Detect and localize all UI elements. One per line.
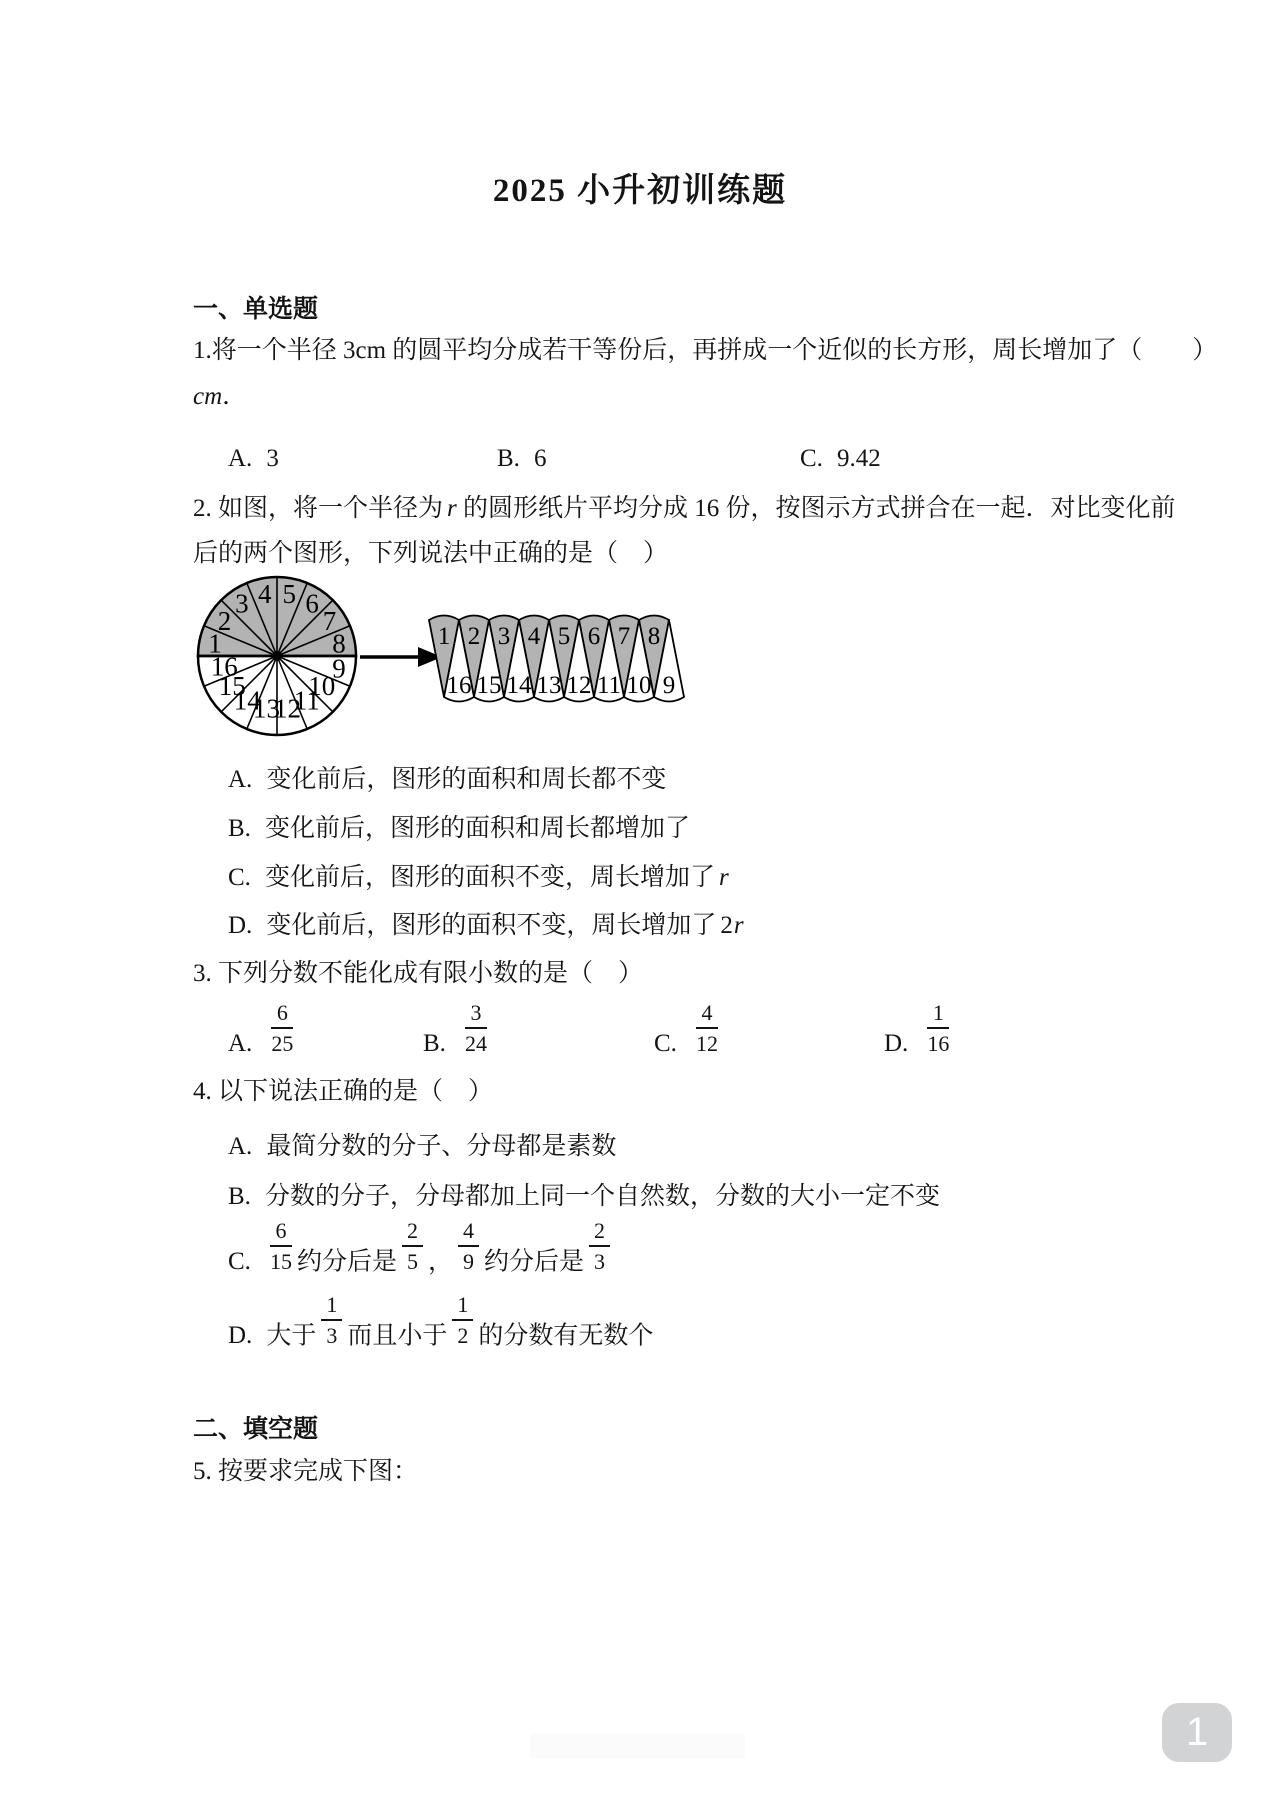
svg-text:8: 8 xyxy=(332,628,346,659)
section-2-heading: 二、填空题 xyxy=(193,1415,319,1443)
q2-option-d: D. 变化前后，图形的面积不变，周长增加了 2r xyxy=(228,912,744,939)
svg-text:16: 16 xyxy=(210,651,238,682)
fraction: $\frac{1}{3}$ xyxy=(321,1292,342,1349)
q4-option-b: B. 分数的分子，分母都加上同一个自然数，分数的大小一定不变 xyxy=(228,1183,940,1210)
q3-option-a: A. $\frac{6}{25}$ xyxy=(228,1000,294,1058)
q2-text-line2: 后的两个图形，下列说法中正确的是（ ） xyxy=(193,540,669,567)
q4-text: 4. 以下说法正确的是（ ） xyxy=(193,1078,494,1105)
svg-text:3: 3 xyxy=(235,588,249,619)
page-title: 2025 小升初训练题 xyxy=(492,173,788,209)
q2-option-c: C. 变化前后，图形的面积不变，周长增加了 r xyxy=(228,864,729,891)
fraction: $\frac{6}{15}$ xyxy=(269,1218,292,1275)
fraction: $\frac{2}{5}$ xyxy=(402,1218,423,1275)
fraction: $\frac{1}{16}$ xyxy=(927,1000,950,1057)
q1-unit-italic: cm xyxy=(193,383,223,410)
q2-text-line1: 2. 如图，将一个半径为 r 的圆形纸片平均分成 16 份，按图示方式拼合在一起．对比变化前 xyxy=(193,495,1176,522)
svg-text:6: 6 xyxy=(587,623,601,650)
q3-text: 3. 下列分数不能化成有限小数的是（ ） xyxy=(193,960,644,987)
fraction: $\frac{2}{3}$ xyxy=(589,1218,610,1275)
q1-unit-period: ． xyxy=(222,383,248,410)
q1-unit-line xyxy=(193,383,247,412)
fraction: $\frac{3}{24}$ xyxy=(464,1000,487,1057)
q5-text: 5. 按要求完成下图： xyxy=(193,1458,419,1485)
svg-text:14: 14 xyxy=(506,672,532,699)
svg-text:5: 5 xyxy=(557,623,571,650)
svg-text:7: 7 xyxy=(322,605,337,636)
page-number-badge: 1 xyxy=(1162,1703,1232,1762)
q2-radius-variable: r xyxy=(447,495,457,522)
q1-option-a: A. 3 xyxy=(228,445,279,472)
svg-text:5: 5 xyxy=(282,579,297,609)
fraction: $\frac{4}{12}$ xyxy=(695,1000,718,1057)
q4-option-c: C. $\frac{6}{15}$ 约分后是 $\frac{2}{5}$ ， $\frac{4}{9}$ 约分后是 $\frac{2}{3}$ xyxy=(228,1218,615,1277)
q2-option-b: B. 变化前后，图形的面积和周长都增加了 xyxy=(228,815,690,842)
section-1-heading: 一、单选题 xyxy=(193,295,319,323)
q3-options xyxy=(228,1000,1148,1060)
q1-text: 1.将一个半径 3cm 的圆平均分成若干等份后，再拼成一个近似的长方形，周长增加了（ ） xyxy=(193,337,1218,364)
svg-text:16: 16 xyxy=(446,672,472,699)
svg-text:3: 3 xyxy=(497,623,511,650)
svg-text:4: 4 xyxy=(527,623,541,650)
q3-option-b: B. $\frac{3}{24}$ xyxy=(423,1000,487,1058)
svg-text:10: 10 xyxy=(308,670,336,701)
svg-text:4: 4 xyxy=(257,579,272,609)
q4-option-a: A. 最简分数的分子、分母都是素数 xyxy=(228,1133,617,1160)
svg-text:13: 13 xyxy=(253,693,280,724)
q2-option-a: A. 变化前后，图形的面积和周长都不变 xyxy=(228,766,667,793)
fraction: $\frac{4}{9}$ xyxy=(458,1218,479,1275)
q4-option-d: D. 大于 $\frac{1}{3}$ 而且小于 $\frac{1}{2}$ 的分数有无数个 xyxy=(228,1292,654,1350)
circle-rearrangement-diagram xyxy=(190,570,700,748)
svg-text:14: 14 xyxy=(233,685,261,716)
q1-option-c: C. 9.42 xyxy=(800,445,881,472)
svg-text:12: 12 xyxy=(274,693,301,724)
svg-text:10: 10 xyxy=(626,672,652,699)
svg-text:8: 8 xyxy=(647,623,661,650)
svg-text:2: 2 xyxy=(217,605,232,636)
svg-text:1: 1 xyxy=(208,628,222,659)
watermark xyxy=(530,1733,745,1759)
q3-option-c: C. $\frac{4}{12}$ xyxy=(654,1000,718,1058)
svg-text:7: 7 xyxy=(617,623,631,650)
svg-text:9: 9 xyxy=(332,653,346,684)
svg-text:2: 2 xyxy=(467,623,481,650)
fraction: $\frac{6}{25}$ xyxy=(271,1000,294,1057)
q3-option-d: D. $\frac{1}{16}$ xyxy=(884,1000,950,1058)
fraction: $\frac{1}{2}$ xyxy=(452,1292,473,1349)
svg-text:9: 9 xyxy=(662,672,676,699)
q1-option-b: B. 6 xyxy=(497,445,547,472)
svg-text:15: 15 xyxy=(476,672,502,699)
svg-text:6: 6 xyxy=(305,588,319,619)
svg-text:1: 1 xyxy=(437,623,451,650)
svg-text:13: 13 xyxy=(536,672,562,699)
svg-text:15: 15 xyxy=(218,670,246,701)
svg-text:11: 11 xyxy=(293,685,320,716)
svg-text:12: 12 xyxy=(566,672,592,699)
q2-figure xyxy=(190,570,700,748)
svg-text:11: 11 xyxy=(596,672,622,699)
